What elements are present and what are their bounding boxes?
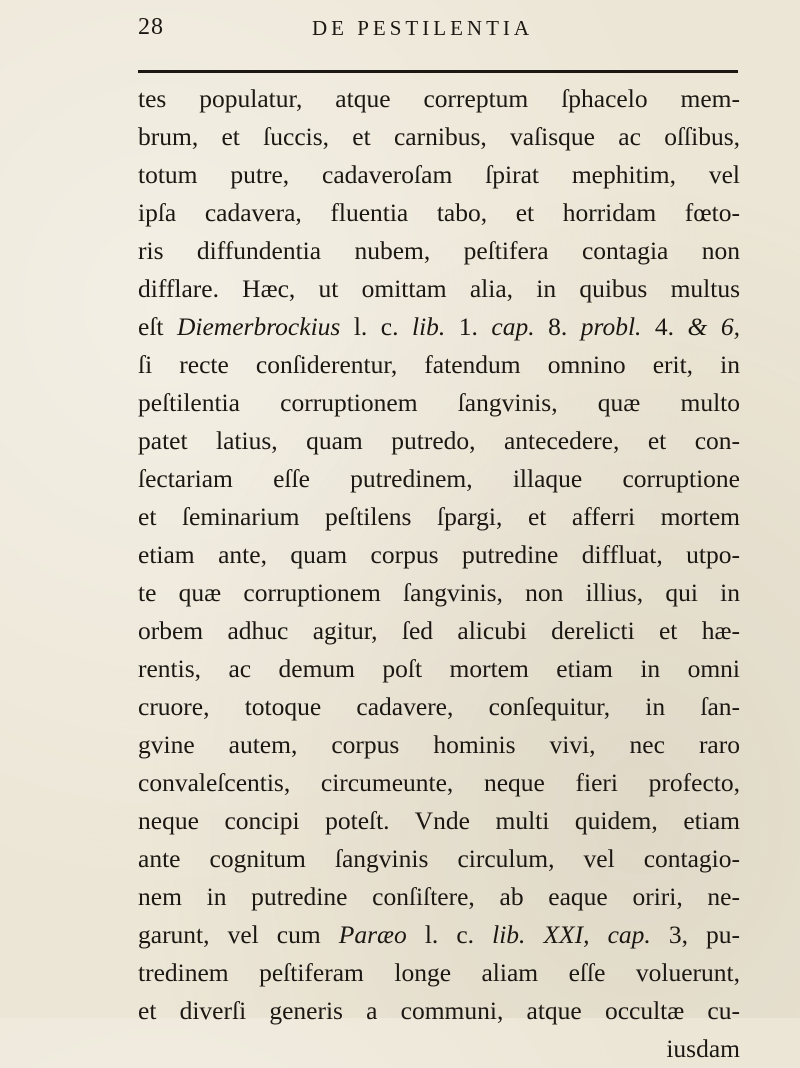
seg: 4. — [641, 312, 688, 341]
text-line: tredinem peſtiferam longe aliam eſſe voluerunt, — [138, 958, 740, 987]
text-line: nem in putredine conſiſtere, ab eaque oriri, ne- — [138, 882, 740, 911]
text-line: brum, et ſuccis, et carnibus, vaſisque ac oſſibus, — [138, 122, 740, 151]
seg: probl. — [580, 312, 642, 341]
seg: l. c. — [406, 920, 493, 949]
seg: cap. — [607, 920, 651, 949]
seg: 1. — [445, 312, 492, 341]
text-line: difflare. Hæc, ut omittam alia, in quibus multus — [138, 274, 740, 303]
text-line: et ſeminarium peſtilens ſpargi, et afferri mortem — [138, 502, 740, 531]
seg: Diemerbrockius — [176, 312, 341, 341]
seg: l. c. — [340, 312, 412, 341]
body-text — [138, 80, 740, 1068]
text-line: peſtilentia corruptionem ſangvinis, quæ multo — [138, 388, 740, 417]
seg: lib. — [411, 312, 446, 341]
text-line: ris diffundentia nubem, peſtifera contagia non — [138, 236, 740, 265]
text-line: ante cognitum ſangvinis circulum, vel contagio- — [138, 844, 740, 873]
seg: garunt, vel cum — [138, 920, 339, 949]
header-rule — [138, 70, 738, 73]
text-line: tes populatur, atque correptum ſphacelo mem- — [138, 84, 740, 113]
text-line: gvine autem, corpus hominis vivi, nec raro — [138, 730, 740, 759]
text-line: ipſa cadavera, fluentia tabo, et horridam fœto- — [138, 198, 740, 227]
text-line: patet latius, quam putredo, antecedere, et con- — [138, 426, 740, 455]
running-head — [138, 14, 738, 54]
text-line: convaleſcentis, circumeunte, neque fieri profecto, — [138, 768, 740, 797]
seg — [590, 920, 608, 949]
seg: eſt — [138, 312, 177, 341]
seg: & 6, — [687, 312, 740, 341]
text-line: ſi recte conſiderentur, fatendum omnino erit, in — [138, 350, 740, 379]
text-line: ſectariam eſſe putredinem, illaque corruptione — [138, 464, 740, 493]
text-line: et diverſi generis a communi, atque occultæ cu- — [138, 996, 740, 1025]
seg: 3, pu- — [650, 920, 740, 949]
text-line: etiam ante, quam corpus putredine diffluat, utpo- — [138, 540, 740, 569]
text-line: te quæ corruptionem ſangvinis, non illius, qui in — [138, 578, 740, 607]
seg: lib. XXI, — [492, 920, 590, 949]
text-line: rentis, ac demum poſt mortem etiam in omni — [138, 654, 740, 683]
seg: 8. — [534, 312, 581, 341]
running-title: DE PESTILENTIA — [312, 16, 534, 40]
text-line: neque concipi poteſt. Vnde multi quidem, etiam — [138, 806, 740, 835]
text-line-citation — [138, 308, 740, 346]
text-line: orbem adhuc agitur, ſed alicubi derelicti et hæ- — [138, 616, 740, 645]
catchword: iusdam — [666, 1034, 740, 1063]
seg: cap. — [491, 312, 535, 341]
text-line-citation — [138, 916, 740, 954]
seg: Paræo — [338, 920, 407, 949]
text-line: cruore, totoque cadavere, conſequitur, in ſan- — [138, 692, 740, 721]
text-line: totum putre, cadaveroſam ſpirat mephitim, vel — [138, 160, 740, 189]
page-number: 28 — [138, 14, 164, 40]
